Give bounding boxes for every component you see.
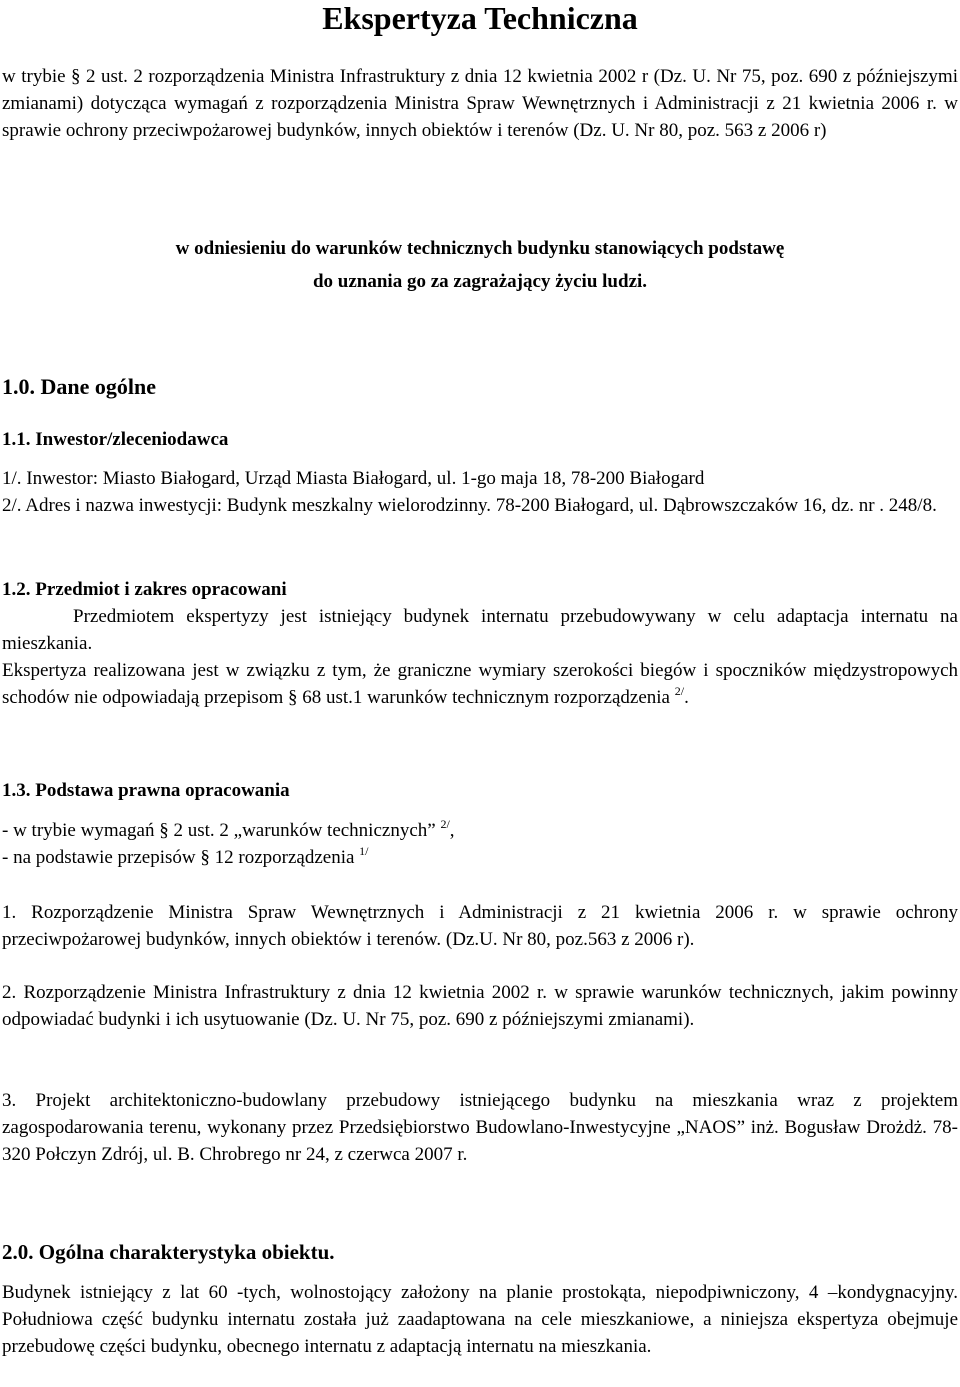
ekspertyza-paragraph (2, 657, 958, 711)
reference-3: 3. Projekt architektoniczno-budowlany przebudowy istniejącego budynku na mieszkania wraz z projektem zagospodarowania terenu, wykonany przez Przedsiębiorstwo Budowlano-Inwestycyjne „NAOS” inż. Bogusław Drożdż. 78-320 Połczyn Zdrój, ul. B. Chrobrego nr 24, z czerwca 2007 r. (2, 1090, 958, 1165)
podstawa-footnote-ref: 1/ (359, 844, 369, 858)
section-1-1-heading: 1.1. Inwestor/zleceniodawca (2, 429, 229, 450)
document-title: Ekspertyza Techniczna (322, 0, 638, 36)
tryb-line (2, 817, 958, 844)
ekspertyza-end: . (684, 687, 689, 708)
ekspertyza-text: Ekspertyza realizowana jest w związku z tym, że graniczne wymiary szerokości biegów i spoczników międzystropowych schodów nie odpowiadają przepisom § 68 ust.1 warunków technicznym rozporządzenia (2, 660, 958, 708)
adres-paragraph: 2/. Adres i nazwa inwestycji: Budynk meszkalny wielorodzinny. 78-200 Białogard, ul. Dąbrowszczaków 16, dz. nr . 248/8. (2, 495, 937, 516)
przedmiot-paragraph: Przedmiotem ekspertyzy jest istniejący budynek internatu przebudowywany w celu adaptacja internatu na mieszkania. (2, 606, 958, 654)
subtitle-line-2: do uznania go za zagrażający życiu ludzi. (312, 271, 648, 292)
section-1-3-heading: 1.3. Podstawa prawna opracowania (2, 780, 290, 801)
podstawa-text: - na podstawie przepisów § 12 rozporządzenia (2, 847, 355, 868)
charakterystyka-paragraph: Budynek istniejący z lat 60 -tych, wolnostojący założony na planie prostokąta, niepodpiwniczony, 4 –kondygnacyjny. Południowa część budynku internatu została już zaadaptowana na cele mieszkaniowe, a niniejsza ekspertyza obejmuje przebudowę części budynku, obecnego internatu z adaptacją internatu na mieszkania. (2, 1282, 958, 1357)
subtitle-line-1: w odniesieniu do warunków technicznych budynku stanowiących podstawę (175, 238, 785, 259)
section-1-2-heading: 1.2. Przedmiot i zakres opracowani (2, 579, 287, 600)
intro-paragraph: w trybie § 2 ust. 2 rozporządzenia Ministra Infrastruktury z dnia 12 kwietnia 2002 r (Dz. U. Nr 75, poz. 690 z późniejszymi zmianami) dotycząca wymagań z rozporządzenia Ministra Spraw Wewnętrznych i Administracji z 21 kwietnia 2006 r. w sprawie ochrony przeciwpożarowej budynków, innych obiektów i terenów (Dz. U. Nr 80, poz. 563 z 2006 r) (2, 66, 958, 141)
inwestor-line: 1/. Inwestor: Miasto Białogard, Urząd Miasta Białogard, ul. 1-go maja 18, 78-200 Białogard (2, 468, 705, 489)
tryb-text: - w trybie wymagań § 2 ust. 2 „warunków technicznych” (2, 820, 436, 841)
podstawa-line (2, 844, 958, 871)
section-2-0-heading: 2.0. Ogólna charakterystyka obiektu. (2, 1240, 335, 1264)
ekspertyza-footnote-ref: 2/ (674, 684, 685, 698)
reference-1: 1. Rozporządzenie Ministra Spraw Wewnętrznych i Administracji z 21 kwietnia 2006 r. w sprawie ochrony przeciwpożarowej budynków, innych obiektów i terenów. (Dz.U. Nr 80, poz.563 z 2006 r). (2, 902, 958, 950)
section-1-0-heading: 1.0. Dane ogólne (2, 374, 156, 399)
tryb-footnote-ref: 2/ (440, 817, 450, 831)
tryb-end: , (449, 820, 455, 841)
reference-2: 2. Rozporządzenie Ministra Infrastruktury z dnia 12 kwietnia 2002 r. w sprawie warunków technicznych, jakim powinny odpowiadać budynki i ich usytuowanie (Dz. U. Nr 75, poz. 690 z późniejszymi zmianami). (2, 982, 958, 1030)
